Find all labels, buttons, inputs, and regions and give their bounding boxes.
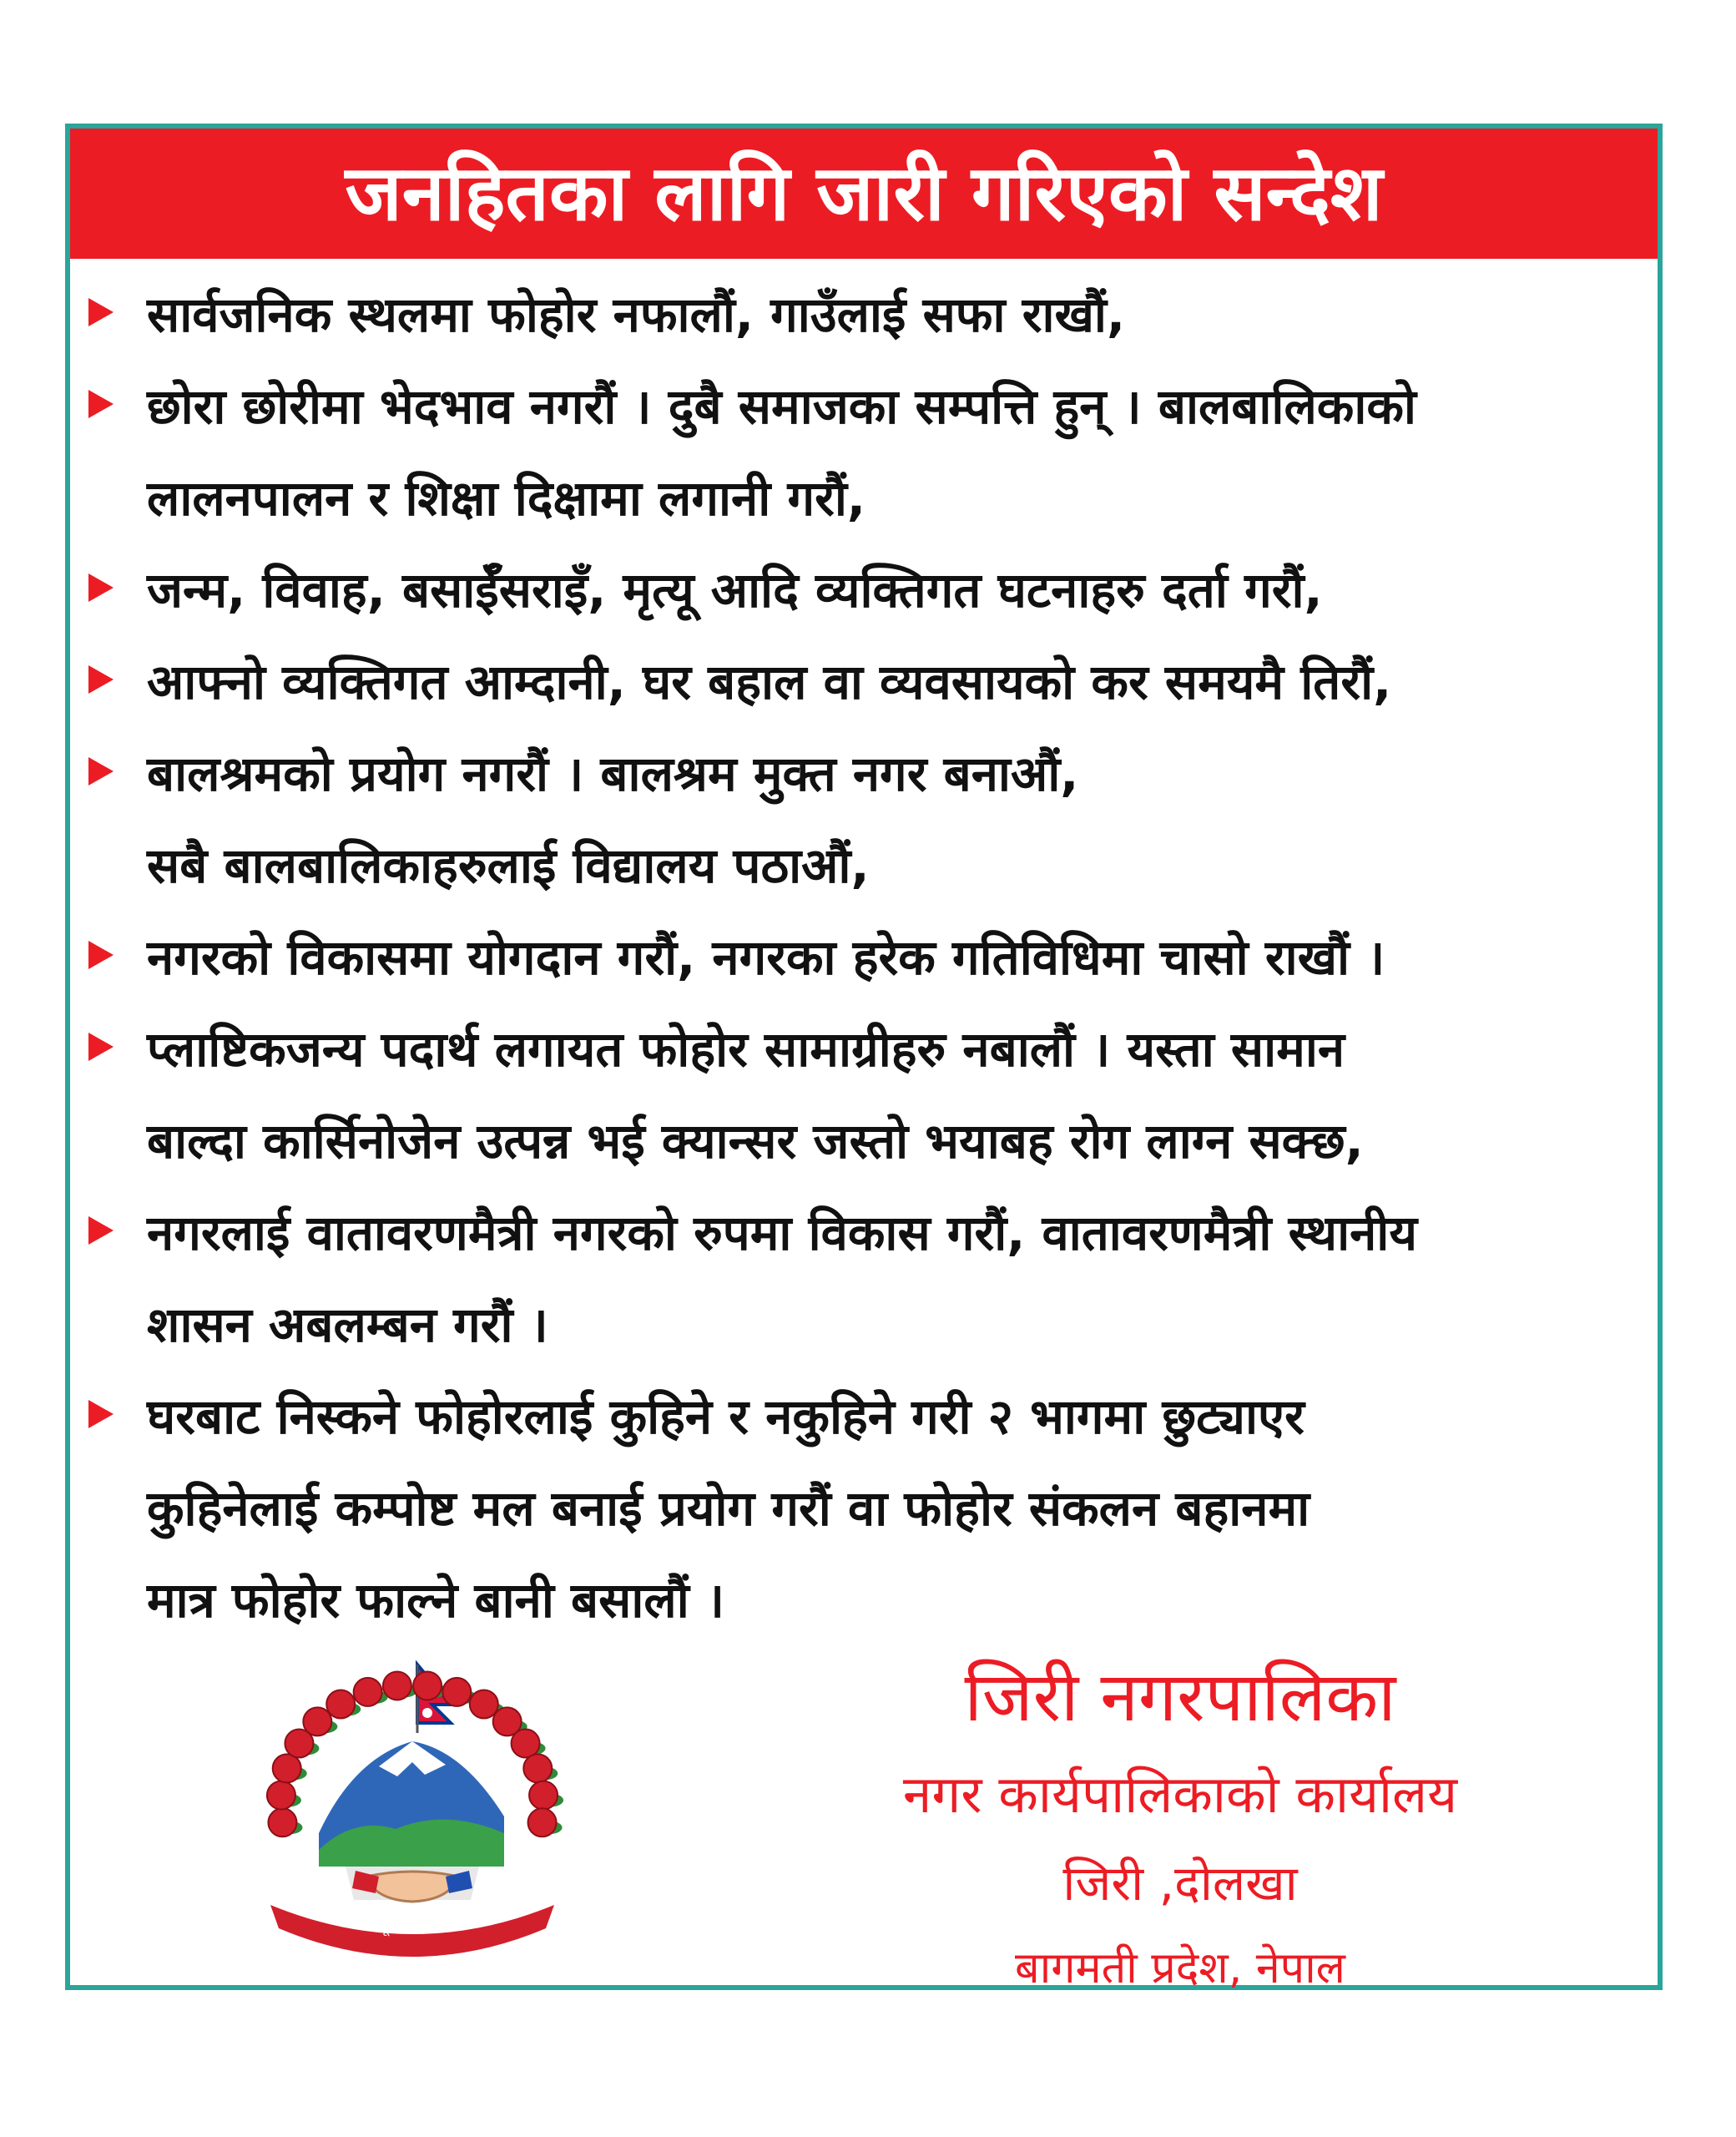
bullet-icon: [88, 665, 114, 694]
rhododendron-flower: [267, 1781, 295, 1810]
bullet-icon: [88, 573, 114, 602]
message-line: छोरा छोरीमा भेदभाव नगरौं । दुबै समाजका सम्पत्ति हुन् । बालबालिकाको: [147, 377, 1416, 435]
rhododendron-flower: [413, 1671, 442, 1700]
bullet-icon: [88, 390, 114, 418]
rhododendron-flower: [442, 1678, 471, 1706]
motto-text: जननी जन्मभूमिश्च स्वर्गादपि गरीयसी: [324, 1910, 501, 1937]
message-line: सबै बालबालिकाहरुलाई विद्यालय पठाऔं,: [147, 836, 870, 894]
message-line: मात्र फोहोर फाल्ने बानी बसालौं ।: [147, 1571, 724, 1629]
office-unit: नगर कार्यपालिकाको कार्यालय: [902, 1764, 1458, 1825]
rhododendron-flower: [354, 1678, 382, 1706]
bullet-icon: [88, 1216, 114, 1245]
rhododendron-flower: [523, 1754, 552, 1782]
poster-frame: [65, 124, 1663, 1993]
rhododendron-flower: [273, 1754, 301, 1782]
bullet-icon: [88, 298, 114, 326]
rhododendron-flower: [383, 1671, 411, 1700]
nepal-coat-of-arms-icon: [254, 1658, 571, 1983]
motto-ribbon: [270, 1905, 554, 1957]
message-line: आफ्नो व्यक्तिगत आम्दानी, घर बहाल वा व्यवसायको कर समयमै तिरौं,: [147, 653, 1392, 710]
message-line: नगरको विकासमा योगदान गरौं, नगरका हरेक गतिविधिमा चासो राखौं ।: [147, 928, 1385, 986]
message-line: प्लाष्टिकजन्य पदार्थ लगायत फोहोर सामाग्रीहरु नबालौं । यस्ता सामान: [147, 1020, 1345, 1078]
message-line: कुहिनेलाई कम्पोष्ट मल बनाई प्रयोग गरौं वा फोहोर संकलन बहानमा: [147, 1479, 1310, 1537]
message-line: घरबाट निस्कने फोहोरलाई कुहिने र नकुहिने गरी २ भागमा छुट्याएर: [147, 1387, 1305, 1445]
message-line: शासन अबलम्बन गरौं ।: [147, 1296, 548, 1353]
rhododendron-flower: [268, 1808, 296, 1836]
bullet-icon: [88, 1400, 114, 1428]
message-line: सार्वजनिक स्थलमा फोहोर नफालौं, गाउँलाई सफा राखौं,: [147, 285, 1125, 343]
municipality-name: जिरी नगरपालिका: [964, 1658, 1396, 1737]
rhododendron-flower: [470, 1690, 498, 1718]
rhododendron-flower: [326, 1690, 355, 1718]
office-province: बागमती प्रदेश, नेपाल: [1015, 1943, 1345, 1993]
handshake-icon: [346, 1867, 479, 1902]
message-line: लालनपालन र शिक्षा दिक्षामा लगानी गरौं,: [147, 469, 865, 527]
rhododendron-flower: [303, 1707, 331, 1735]
banner-title: जनहितका लागि जारी गरिएको सन्देश: [70, 129, 1658, 259]
rhododendron-flower: [529, 1781, 558, 1810]
bullet-icon: [88, 1033, 114, 1061]
message-line: जन्म, विवाह, बसाईँसराइँ, मृत्यू आदि व्यक्तिगत घटनाहरु दर्ता गरौं,: [147, 561, 1323, 619]
mountain-icon: [319, 1741, 504, 1867]
message-line: बालश्रमको प्रयोग नगरौं । बालश्रम मुक्त नगर बनाऔं,: [147, 745, 1079, 802]
bullet-icon: [88, 757, 114, 786]
office-location: जिरी ,दोलखा: [1062, 1855, 1298, 1912]
bullet-icon: [88, 941, 114, 969]
rhododendron-flower: [528, 1808, 557, 1836]
message-line: बाल्दा कार्सिनोजेन उत्पन्न भई क्यान्सर जस्तो भयाबह रोग लाग्न सक्छ,: [147, 1112, 1364, 1170]
message-line: नगरलाई वातावरणमैत्री नगरको रुपमा विकास गरौं, वातावरणमैत्री स्थानीय: [147, 1204, 1417, 1261]
rhododendron-flower: [512, 1729, 540, 1757]
